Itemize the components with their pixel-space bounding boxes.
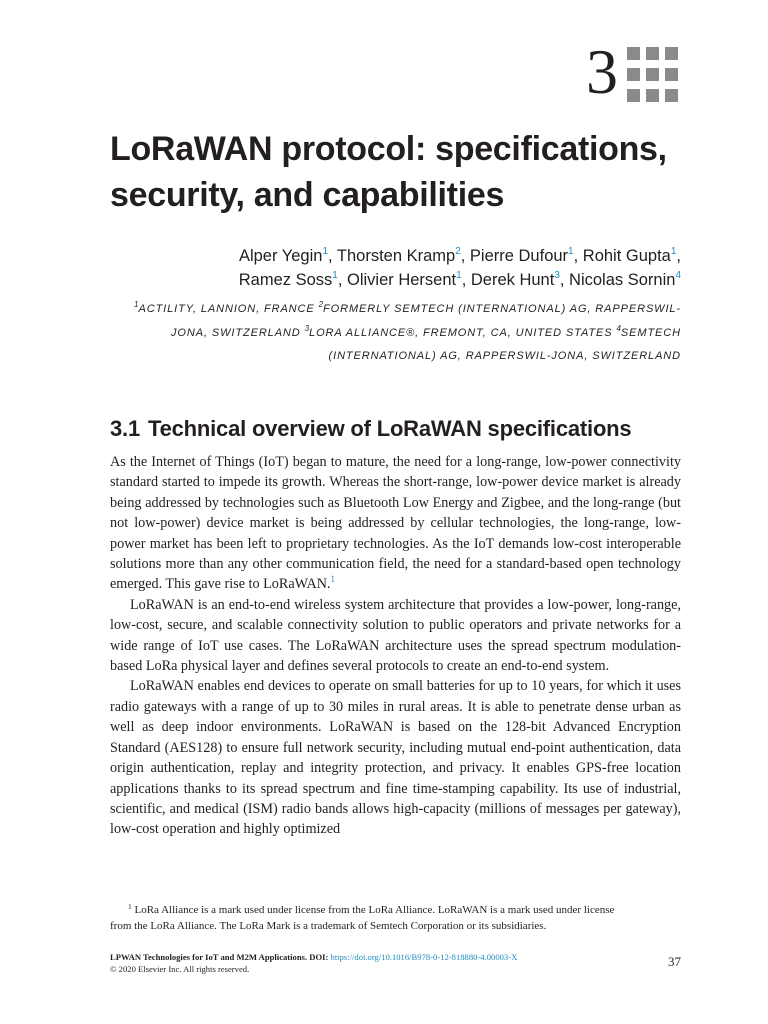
author-name: Alper Yegin — [238, 247, 323, 265]
footnote-reference-link[interactable]: 1 — [330, 574, 336, 585]
footnote-line: from the LoRa Alliance. The LoRa Mark is a trademark of Semtech Corporation or its subsidiaries. — [110, 919, 547, 932]
book-info — [110, 952, 630, 975]
author-name: Olivier Hersent — [347, 271, 457, 289]
affiliation-text: ACTILITY, LANNION, FRANCE — [138, 303, 315, 315]
author-list: Alper Yegin$^1$, Thorsten Kramp$^2$, Pierre Dufour$^1$, Rohit Gupta$^1$, Ramez Soss$^1$, Olivier Hersent$^1$, Derek Hunt$^3$, Nicolas Sornin$^4$ — [238, 246, 681, 289]
author-affiliation-link[interactable]: 2 — [455, 246, 461, 257]
chapter-number: 3 — [586, 36, 618, 107]
section-number: 3.1 — [110, 416, 140, 441]
section-heading — [110, 414, 710, 444]
chapter-title — [110, 126, 710, 218]
author-affiliation-link[interactable]: 3 — [554, 270, 560, 281]
affiliation-number: 3 — [304, 323, 310, 333]
copyright-notice: © 2020 Elsevier Inc. All rights reserved. — [110, 963, 250, 974]
book-citation — [110, 952, 630, 964]
author-affiliation-link[interactable]: 4 — [675, 270, 681, 281]
section-title: Technical overview of LoRaWAN specifications — [147, 416, 632, 441]
footnote-line — [110, 903, 700, 919]
author-name: Derek Hunt — [470, 271, 555, 289]
author-affiliation-link[interactable]: 1 — [456, 270, 462, 281]
chapter-grid-decoration — [625, 47, 681, 103]
affiliation-number: 1 — [134, 300, 139, 309]
author-affiliation-link[interactable]: 1 — [332, 270, 338, 281]
affiliation-text: SEMTECH (INTERNATIONAL) AG, RAPPERSWIL-JONA, SWITZERLAND — [328, 326, 681, 362]
footnote-number: 1 — [128, 902, 132, 911]
paragraph: LoRaWAN enables end devices to operate on small batteries for up to 10 years, for which it uses radio gateways with a range of up to 30 miles in rural areas. It is able to penetrate dense urban as well as deep indoor environments. LoRaWAN is based on the 128-bit Advanced Encryption Standard (AES128) to ensure full network security, including mutual end-point authentication, data origin authentication, replay and integrity protection, and privacy. It enables GPS-free location applications thanks to its spread spectrum and fine time-stamping capability. Its use of industrial, scientific, and medical (ISM) radio bands allows high-capacity (millions of messages per gateway), low-cost operation and highly optimized — [110, 678, 681, 838]
doi-link[interactable]: https://doi.org/10.1016/B978-0-12-818880-4.00003-X — [330, 952, 518, 962]
paragraph: LoRaWAN is an end-to-end wireless system architecture that provides a low-power, long-range, low-cost, secure, and scalable connectivity solution to public operators and private networks for a wide range of IoT use cases. The LoRaWAN architecture uses the spread spectrum modulation-based LoRa physical layer and defines several protocols to create an end-to-end system. — [110, 596, 681, 675]
affiliation-number: 2 — [318, 300, 324, 309]
author-affiliation-link[interactable]: 1 — [322, 246, 329, 257]
author-name: Nicolas Sornin — [569, 271, 676, 289]
affiliation-text: FORMERLY SEMTECH (INTERNATIONAL) AG, RAPPERSWIL-JONA, SWITZERLAND — [171, 303, 681, 339]
author-name: Pierre Dufour — [469, 247, 569, 265]
author-affiliation-link[interactable]: 1 — [670, 246, 677, 257]
footnote-text: LoRa Alliance is a mark used under license from the LoRa Alliance. LoRaWAN is a mark used under license — [134, 904, 615, 916]
affiliation-text: LORA ALLIANCE®, FREMONT, CA, UNITED STATES — [309, 326, 613, 339]
affiliation-list — [101, 298, 681, 369]
author-name: Thorsten Kramp — [336, 247, 456, 265]
footnote — [110, 903, 700, 934]
book-title: LPWAN Technologies for IoT and M2M Applications. DOI: — [110, 952, 329, 962]
author-name: Rohit Gupta — [582, 247, 671, 265]
chapter-title-line: LoRaWAN protocol: specifications, — [110, 130, 667, 168]
page-number: 37 — [668, 954, 681, 969]
author-name: Ramez Soss — [238, 271, 333, 289]
paragraph-text: As the Internet of Things (IoT) began to mature, the need for a long-range, low-power connectivity standard started to impede its growth. Whereas the short-range, low-power device market is already being addressed by technologies such as Bluetooth Low Energy and Zigbee, and the long-range (but not low-power) device market is being addressed by cellular technologies, the long-range, low-power market has been left to proprietary technologies. As the IoT demands low-cost interoperable solutions more than any other communication field, the need for a standard-based open technology emerged. This gave rise to LoRaWAN. — [110, 454, 681, 593]
affiliation-number: 4 — [616, 323, 621, 333]
chapter-title-line: security, and capabilities — [110, 176, 505, 214]
body-text — [110, 452, 681, 840]
author-affiliation-link[interactable]: 1 — [568, 246, 574, 257]
paragraph — [110, 452, 681, 595]
